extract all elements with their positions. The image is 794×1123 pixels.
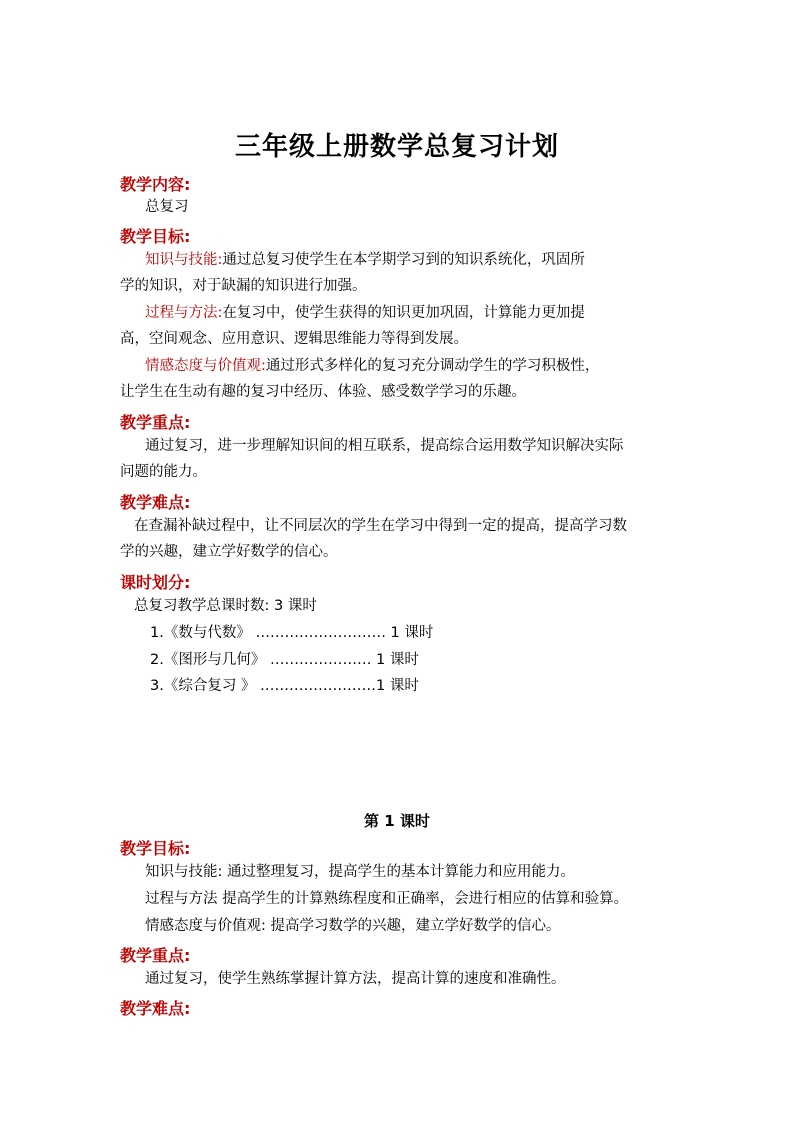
teaching-content-text: 总复习 bbox=[145, 199, 189, 215]
goal-attitude-label: 情感态度与价值观: bbox=[145, 358, 266, 374]
lesson-goal-knowledge: 知识与技能: 通过整理复习，提高学生的基本计算能力和应用能力。 bbox=[145, 864, 575, 880]
period-item: 3.《综合复习 》 ……………………1 课时 bbox=[150, 678, 419, 694]
lesson-key-heading: 教学重点: bbox=[120, 946, 191, 965]
page-title: 三年级上册数学总复习计划 bbox=[234, 132, 559, 162]
goal-process-text: 在复习中，使学生获得的知识更加巩固，计算能力更加提 bbox=[222, 305, 585, 321]
goal-attitude-text: 通过形式多样化的复习充分调动学生的学习积极性， bbox=[265, 358, 600, 374]
lesson-goal-process: 过程与方法 提高学生的计算熟练程度和正确率，会进行相应的估算和验算。 bbox=[145, 891, 629, 907]
teaching-content-heading: 教学内容: bbox=[120, 175, 191, 194]
goal-attitude-line bbox=[145, 356, 599, 376]
lesson-goal-attitude: 情感态度与价值观: 提高学习数学的兴趣，建立学好数学的信心。 bbox=[145, 918, 561, 934]
teaching-difficulty-text: 在查漏补缺过程中，让不同层次的学生在学习中得到一定的提高，提高学习数 bbox=[134, 518, 627, 534]
lesson-key-text: 通过复习，使学生熟练掌握计算方法，提高计算的速度和准确性。 bbox=[145, 971, 566, 987]
goal-process-line bbox=[145, 303, 585, 323]
lesson-goals-heading: 教学目标: bbox=[120, 839, 191, 858]
teaching-key-text-cont: 问题的能力。 bbox=[120, 464, 207, 480]
goal-process-text-cont: 高，空间观念、应用意识、逻辑思维能力等得到发展。 bbox=[120, 331, 468, 347]
goal-knowledge-text: 通过总复习使学生在本学期学习到的知识系统化，巩固所 bbox=[222, 252, 585, 268]
goal-attitude-text-cont: 让学生在生动有趣的复习中经历、体验、感受数学学习的乐趣。 bbox=[120, 384, 526, 400]
goal-knowledge-text-cont: 学的知识，对于缺漏的知识进行加强。 bbox=[120, 278, 367, 294]
periods-total: 总复习教学总课时数: 3 课时 bbox=[134, 598, 317, 614]
lesson-difficulty-heading: 教学难点: bbox=[120, 999, 191, 1018]
goal-process-label: 过程与方法: bbox=[145, 305, 223, 321]
periods-heading: 课时划分: bbox=[120, 573, 191, 592]
period-item: 1.《数与代数》 ……………………… 1 课时 bbox=[150, 625, 434, 641]
teaching-difficulty-text-cont: 学的兴趣，建立学好数学的信心。 bbox=[120, 544, 338, 560]
teaching-key-text: 通过复习，进一步理解知识间的相互联系，提高综合运用数学知识解决实际 bbox=[145, 438, 624, 454]
goal-knowledge-label: 知识与技能: bbox=[145, 252, 223, 268]
teaching-goals-heading: 教学目标: bbox=[120, 227, 191, 246]
teaching-difficulty-heading: 教学难点: bbox=[120, 493, 191, 512]
period-item: 2.《图形与几何》 ………………… 1 课时 bbox=[150, 652, 419, 668]
teaching-key-heading: 教学重点: bbox=[120, 413, 191, 432]
lesson-title: 第 1 课时 bbox=[364, 812, 430, 830]
goal-knowledge-line bbox=[145, 250, 585, 270]
